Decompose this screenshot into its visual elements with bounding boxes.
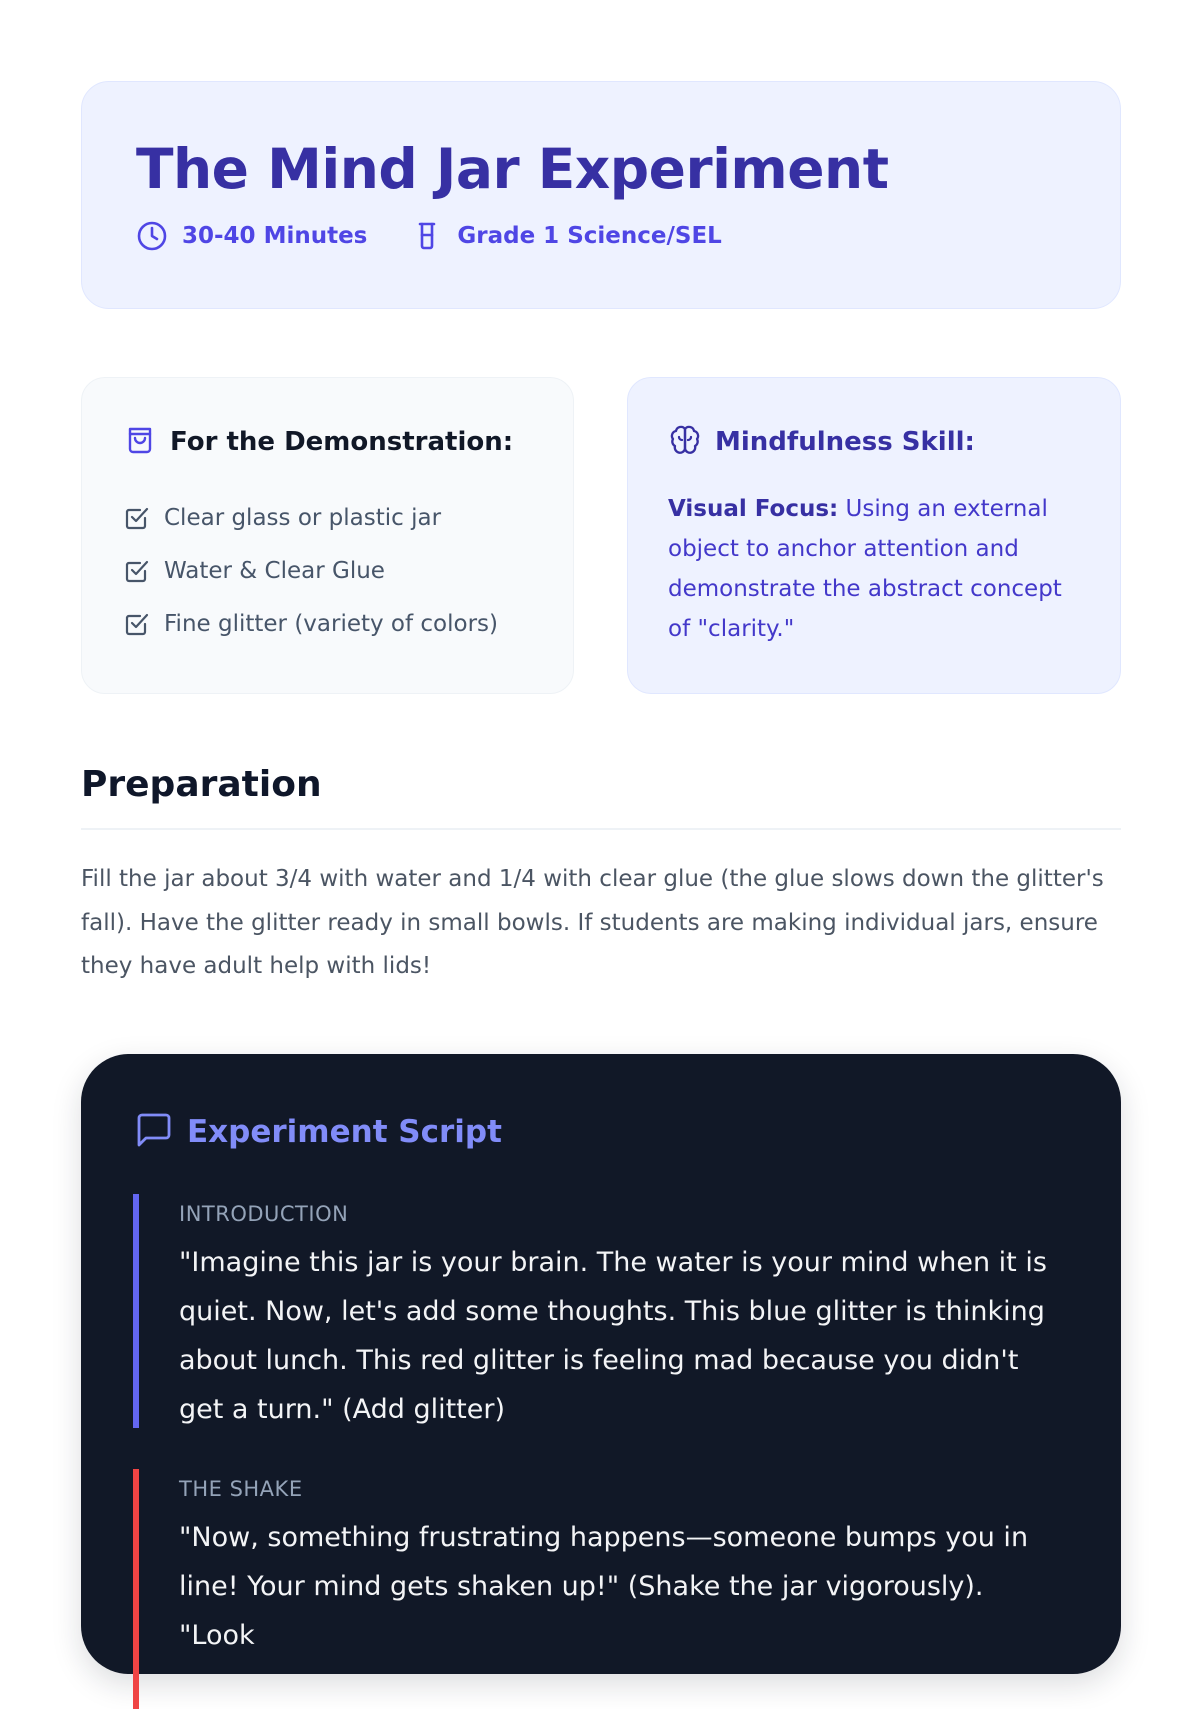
grade-text: Grade 1 Science/SEL: [457, 223, 722, 249]
segment-accent-bar: [133, 1469, 139, 1709]
checkbox-icon: [124, 611, 150, 637]
list-item: [124, 491, 498, 544]
chat-icon: [135, 1111, 173, 1153]
checkbox-icon: [124, 558, 150, 584]
segment-text: "Imagine this jar is your brain. The water is your mind when it is quiet. Now, let's add some thoughts. This blue glitter is thinking about lunch. This red glitter is feeling mad because you didn't get a turn." (Add glitter): [179, 1247, 1047, 1425]
script-heading: [135, 1111, 502, 1153]
duration-text: 30-40 Minutes: [182, 223, 368, 249]
segment-accent-bar: [133, 1194, 139, 1428]
mindfulness-heading-text: Mindfulness Skill:: [715, 427, 975, 457]
page-title: The Mind Jar Experiment: [136, 137, 889, 201]
material-label: Clear glass or plastic jar: [164, 504, 442, 531]
brain-icon: [669, 424, 701, 460]
material-label: Water & Clear Glue: [164, 557, 385, 584]
list-item: [124, 544, 498, 597]
materials-list: [124, 491, 498, 650]
demonstration-heading-text: For the Demonstration:: [170, 427, 514, 457]
experiment-script-card: [81, 1054, 1121, 1674]
lesson-meta: [136, 220, 766, 252]
lesson-header-card: [81, 81, 1121, 309]
segment-label: THE SHAKE: [179, 1477, 303, 1501]
mindfulness-skill-card: [627, 377, 1121, 694]
checkbox-icon: [124, 505, 150, 531]
preparation-heading: Preparation: [81, 764, 322, 805]
grade-meta: [411, 220, 721, 252]
clock-icon: [136, 220, 168, 252]
mindfulness-heading: [669, 424, 975, 460]
divider: [81, 828, 1121, 830]
demonstration-card: [81, 377, 574, 694]
list-item: [124, 597, 498, 650]
segment-text: "Now, something frustrating happens—someone bumps you in line! Your mind gets shaken up!" (Shake the jar vigorously). "Look: [179, 1522, 1029, 1651]
segment-label: INTRODUCTION: [179, 1202, 349, 1226]
script-segment-introduction: [133, 1194, 1073, 1428]
script-segment-the-shake: [133, 1469, 1073, 1709]
skill-label: Visual Focus:: [668, 496, 839, 522]
bag-icon: [124, 424, 156, 460]
duration-meta: [136, 220, 367, 252]
demonstration-heading: [124, 424, 513, 460]
material-label: Fine glitter (variety of colors): [164, 610, 499, 637]
beaker-icon: [411, 220, 443, 252]
mindfulness-description: [668, 489, 1088, 649]
preparation-text: Fill the jar about 3/4 with water and 1/4 with clear glue (the glue slows down the glitter's fall). Have the glitter ready in small bowls. If students are making individual jars, ensure they have adult help with lids!: [81, 866, 1104, 979]
skill-text: Using an external object to anchor attention and demonstrate the abstract concept of "clarity.": [668, 496, 1062, 642]
script-heading-text: Experiment Script: [187, 1114, 502, 1150]
